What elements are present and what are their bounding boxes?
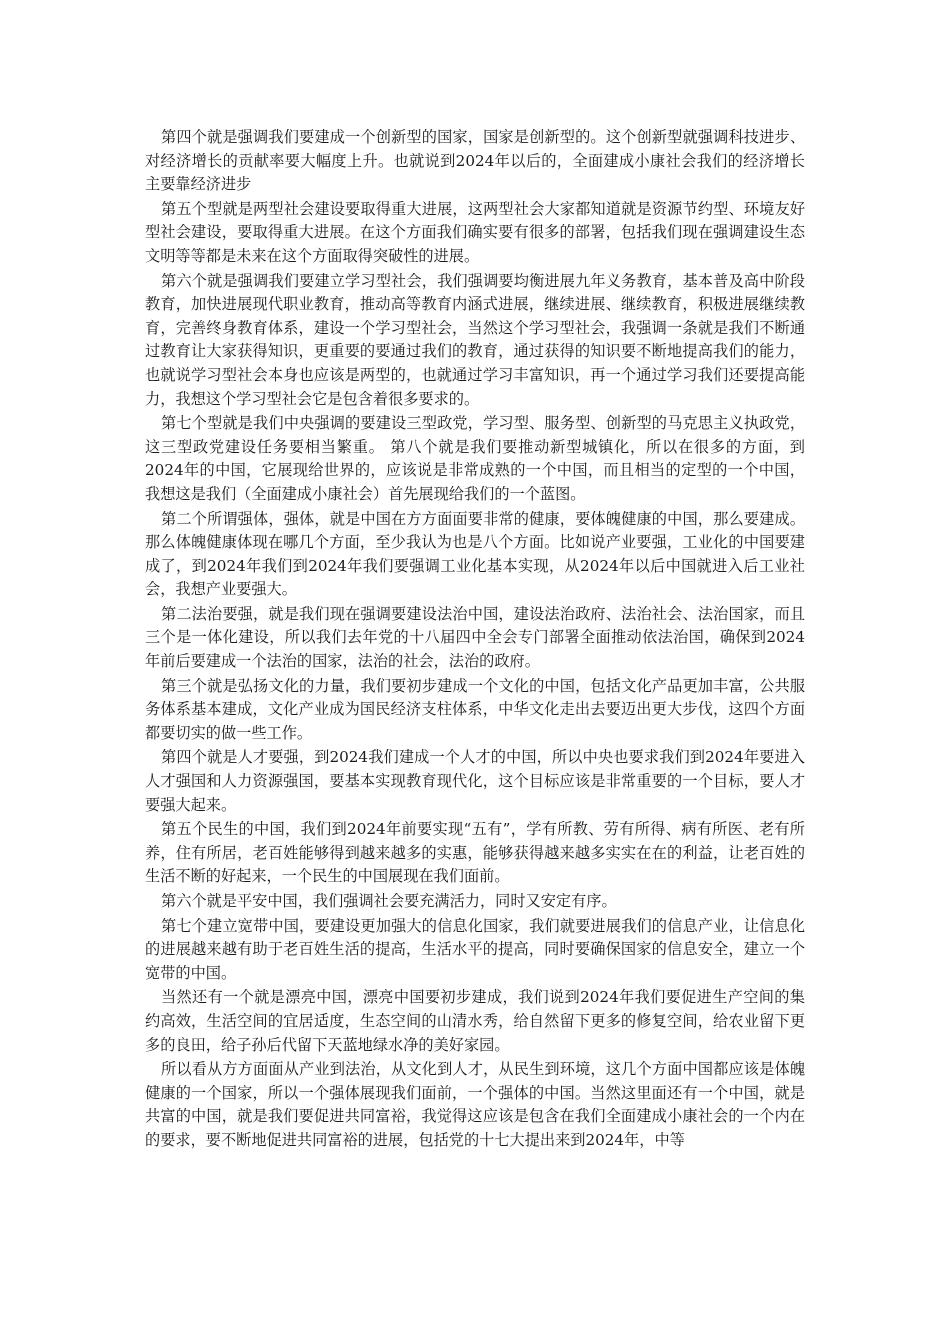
paragraph-strong-body: 第二个所谓强体，强体，就是中国在方方面面要非常的健康，要体魄健康的中国，那么要建成。那么体魄健康体现在哪几个方面，至少我认为也是八个方面。比如说产业要强，工业化的中国要建成了，到2024年我们到2024年我们要强调工业化基本实现，从2024年以后中国就进入后工业社会，我想产业要强大。 bbox=[145, 509, 805, 599]
paragraph-common-prosperity: 所以看从方方面面从产业到法治，从文化到人才，从民生到环境，这几个方面中国都应该是体魄健康的一个国家，所以一个强体展现我们面前，一个强体的中国。当然这里面还有一个中国，就是共富的中国，就是我们要促进共同富裕，我觉得这应该是包含在我们全面建成小康社会的一个内在的要求，要不断地促进共同富裕的进展，包括党的十七大提出来到2024年，中等 bbox=[145, 1060, 805, 1149]
paragraph-safe-china: 第六个就是平安中国，我们强调社会要充满活力，同时又安定有序。 bbox=[161, 892, 617, 910]
paragraph-broadband-china: 第七个建立宽带中国，要建设更加强大的信息化国家，我们就要进展我们的信息产业，让信息化的进展越来越有助于老百姓生活的提高，生活水平的提高，同时要确保国家的信息安全，建立一个宽带的中国。 bbox=[145, 916, 805, 982]
paragraph-two-type-society: 第五个型就是两型社会建设要取得重大进展，这两型社会大家都知道就是资源节约型、环境友好型社会建设，要取得重大进展。在这个方面我们确实要有很多的部署，包括我们现在强调建设生态文明等等都是未来在这个方面取得突破性的进展。 bbox=[145, 199, 805, 265]
document-body bbox=[145, 126, 805, 1154]
paragraph-innovative-nation: 第四个就是强调我们要建成一个创新型的国家，国家是创新型的。这个创新型就强调科技进步、对经济增长的贡献率要大幅度上升。也就说到2024年以后的，全面建成小康社会我们的经济增长主要靠经济进步 bbox=[145, 128, 805, 194]
paragraph-three-type-party: 第七个型就是我们中央强调的要建设三型政党，学习型、服务型、创新型的马克思主义执政党，这三型政党建设任务要相当繁重。 第八个就是我们要推动新型城镇化，所以在很多的方面，到2024年的中国，它展现给世界的，应该说是非常成熟的一个中国，而且相当的定型的一个中国，我想这是我们（全面建成小康社会）首先展现给我们的一个蓝图。 bbox=[145, 414, 805, 503]
paragraph-talent: 第四个就是人才要强，到2024我们建成一个人才的中国，所以中央也要求我们到2024年要进入人才强国和人力资源强国，要基本实现教育现代化，这个目标应该是非常重要的一个目标，要人才要强大起来。 bbox=[145, 748, 805, 814]
paragraph-livelihood: 第五个民生的中国，我们到2024年前要实现“五有”，学有所教、劳有所得、病有所医、老有所养，住有所居，老百姓能够得到越来越多的实惠，能够获得越来越多实实在在的利益，让老百姓的生活不断的好起来，一个民生的中国展现在我们面前。 bbox=[145, 820, 805, 886]
paragraph-culture: 第三个就是弘扬文化的力量，我们要初步建成一个文化的中国，包括文化产品更加丰富，公共服务体系基本建成，文化产业成为国民经济支柱体系，中华文化走出去要迈出更大步伐，这四个方面都要切实的做一些工作。 bbox=[145, 676, 805, 742]
paragraph-beautiful-china: 当然还有一个就是漂亮中国，漂亮中国要初步建成，我们说到2024年我们要促进生产空间的集约高效，生活空间的宜居适度，生态空间的山清水秀，给自然留下更多的修复空间，给农业留下更多的良田，给子孙后代留下天蓝地绿水净的美好家园。 bbox=[145, 988, 805, 1054]
paragraph-rule-of-law: 第二法治要强，就是我们现在强调要建设法治中国，建设法治政府、法治社会、法治国家，而且三个是一体化建设，所以我们去年党的十八届四中全会专门部署全面推动依法治国，确保到2024年前后要建成一个法治的国家，法治的社会，法治的政府。 bbox=[145, 604, 805, 671]
paragraph-learning-society: 第六个就是强调我们要建立学习型社会，我们强调要均衡进展九年义务教育，基本普及高中阶段教育，加快进展现代职业教育，推动高等教育内涵式进展，继续进展、继续教育，积极进展继续教育，完善终身教育体系，建设一个学习型社会，当然这个学习型社会，我强调一条就是我们不断通过教育让大家获得知识，更重要的要通过我们的教育，通过获得的知识要不断地提高我们的能力，也就说学习型社会本身也应该是两型的，也就通过学习丰富知识，再一个通过学习我们还要提高能力，我想这个学习型社会它是包含着很多要求的。 bbox=[145, 271, 805, 408]
